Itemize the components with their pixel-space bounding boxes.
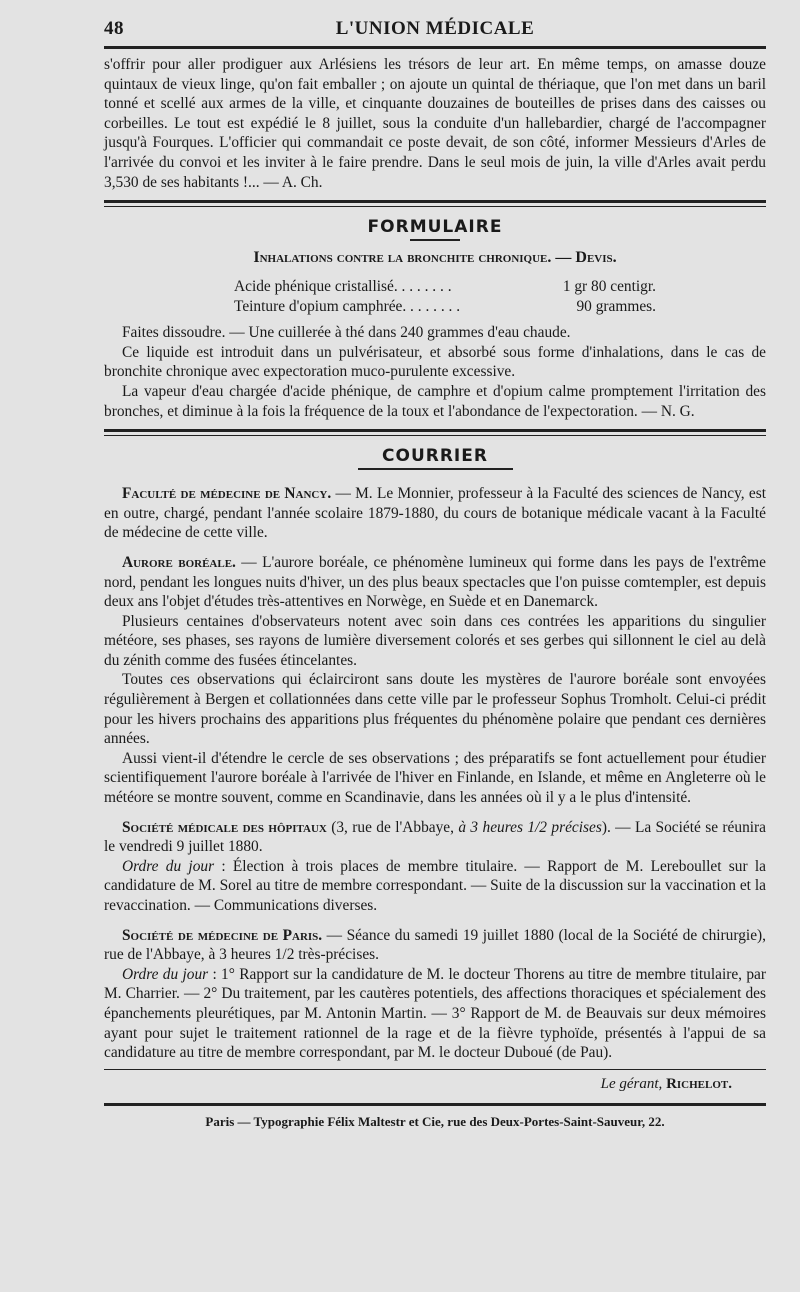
news-text: — M. Le Monnier, professeur à la Faculté des sciences de Nancy, est en outre, chargé, pendant l'année scolaire 1879-1880, du cours de botanique médicale vacant à la Faculté de médecine de cette ville. [104,485,766,542]
signature [104,1076,766,1093]
news-text: — L'aurore boréale, ce phénomène lumineux qui forme dans les pays de l'extrême nord, pendant les longues nuits d'hiver, un des plus beaux spectacles que l'on puisse comtempler, est depuis deux ans l'objet d'études très-attentives en Norwège, en Suède et en Danemarck. [104,553,766,611]
news-text: (3, rue de l'Abbaye, [326,818,459,836]
section-divider [104,429,766,436]
closing-rule [104,1069,766,1070]
formulaire-title: FORMULAIRE [367,217,503,238]
news-text: — Séance du samedi 19 juillet 1880 (local de la Société de chirurgie), rue de l'Abbaye, à 3 heures 1/2 très-précises. [104,926,767,964]
news-label: Aurore boréale. [122,553,236,571]
courrier-underline [358,468,513,470]
news-label: Société de médecine de Paris. [122,926,323,944]
running-header [104,18,766,44]
formula-heading: Inhalations contre la bronchite chronique. — Devis. [253,249,617,267]
formula-paragraph: La vapeur d'eau chargée d'acide phénique, de camphre et d'opium calme promptement l'irritation des bronches, et diminue à la fois la fréquence de la toux et l'abondance de l'expectoration. — N. G. [104,382,766,420]
footer-rule [104,1103,766,1106]
signature-role: Le gérant, [600,1075,663,1092]
news-item-paris [104,926,766,965]
page-number: 48 [104,18,124,39]
formula-paragraph: Ce liquide est introduit dans un pulvérisateur, et absorbé sous forme d'inhalations, dans le cas de bronchite chronique avec expectoration muco-purulente excessive. [104,343,766,381]
section-divider [104,200,766,207]
printer-imprint: Paris — Typographie Félix Maltestr et Cie, rue des Deux-Portes-Saint-Sauveur, 22. [205,1113,665,1129]
ingredient-amount: 90 grammes. [576,298,656,316]
intro-paragraph: s'offrir pour aller prodiguer aux Arlésiens les trésors de leur art. En même temps, on amasse douze quintaux de vieux linge, qu'on fait emballer ; on ajoute un quintal de thériaque, que l'on met dans un baril tonné et scellé aux armes de la ville, et cinquante douzaines de bouteilles de prises dans des caisses ou corbeilles. Le tout est expédié le 8 juillet, sous la conduite d'un hallebardier, chargé de l'accompagner jusqu'à Fourques. L'officier qui commandait ce poste devait, de son côté, informer Messieurs d'Arles de l'arrivée du convoi et les inviter à le faire prendre. Dans le seul mois de juin, la ville d'Arles avait perdu 3,530 de ses habitants !... — A. Ch. [104,56,766,191]
ingredient-row [104,277,766,297]
agenda-text: : 1° Rapport sur la candidature de M. le docteur Thorens au titre de membre titulaire, par M. Charrier. — 2° Du traitement, par les cautères potentiels, des affections thoraciques et spécialement des épanchements pleurétiques, par M. Antonin Martin. — 3° Rapport de M. de Beauvais sur deux mémoires ayant pour sujet le traitement rationnel de la rage et de la fièvre typhoïde, présentés à l'appui de sa candidature au titre de membre correspondant, par M. le docteur Duboué (de Pau). [104,965,766,1062]
news-label: Société médicale des hôpitaux [122,818,327,836]
header-rule [104,46,766,49]
news-paragraph: Aussi vient-il d'étendre le cercle de ses observations ; des préparatifs se font actuellement pour étudier scientifiquement l'aurore boréale à l'arrivée de l'hiver en Finlande, en Islande, et même en Angleterre où le météore se montre souvent, comme en Scandinavie, dans les années où il y a le plus d'intensité. [104,749,766,807]
news-item-nancy [104,484,766,543]
ingredient-name: Teinture d'opium camphrée. . . . . . . . [234,298,461,316]
news-paragraph: Toutes ces observations qui éclairciront sans doute les mystères de l'aurore boréale sont envoyées régulièrement à Bergen et collationnées dans cette ville par le professeur Sophus Tromholt. Celui-ci prédit pour les hivers prochains des apparitions plus fréquentes du phénomène polaire que pendant ces dernières années. [104,671,766,748]
news-text: ). — La Société se réunira le vendredi 9 juillet 1880. [104,818,767,856]
agenda-label: Ordre du jour [122,857,215,875]
journal-title: L'UNION MÉDICALE [335,18,535,39]
courrier-title: COURRIER [382,446,488,467]
agenda-paragraph [104,965,766,1063]
signature-name: Richelot. [666,1075,732,1092]
news-label: Faculté de médecine de Nancy. [122,485,332,503]
news-paragraph: Plusieurs centaines d'observateurs notent avec soin dans ces contrées les apparitions du singulier météore, ses phases, ses rayons de lumière diversement colorés et ses gerbes qui sillonnent le ciel au delà du zénith comme des fusées étincelantes. [104,612,766,669]
agenda-text: : Élection à trois places de membre titulaire. — Rapport de M. Lereboullet sur la candidature de M. Sorel au titre de membre correspondant. — Suite de la discussion sur la vaccination et la revaccination. — Communications diverses. [104,857,766,914]
agenda-paragraph [104,857,766,916]
ingredient-amount: 1 gr 80 centigr. [562,278,656,296]
formula-instruction: Faites dissoudre. — Une cuillerée à thé dans 240 grammes d'eau chaude. [122,324,571,342]
news-item-hopitaux [104,818,766,857]
agenda-label: Ordre du jour [122,965,209,983]
formulaire-underline [410,239,460,241]
news-time: à 3 heures 1/2 précises [458,818,602,836]
news-item-aurore [104,553,766,612]
ingredient-name: Acide phénique cristallisé. . . . . . . . [234,278,452,296]
ingredient-row [104,297,766,317]
